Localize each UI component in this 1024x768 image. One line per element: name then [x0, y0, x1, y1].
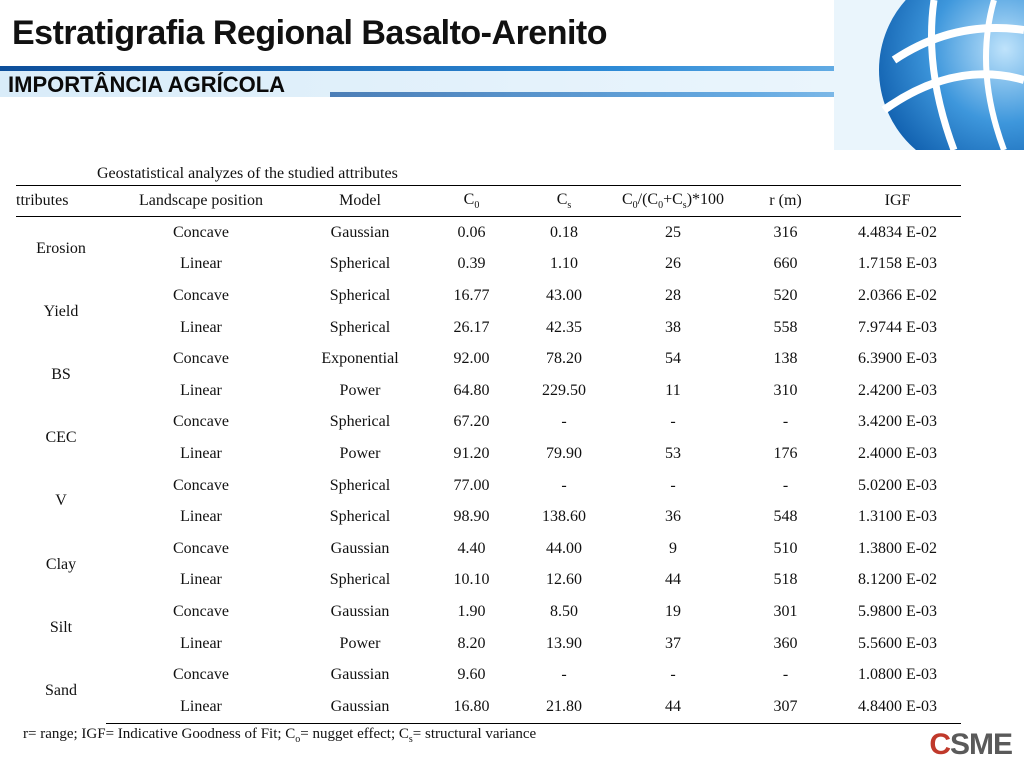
ratio-cell: 37 — [665, 634, 681, 652]
table-row — [16, 438, 961, 470]
igf-cell: 5.0200 E-03 — [857, 476, 938, 494]
range-cell: 316 — [773, 223, 798, 241]
landscape-cell: Linear — [180, 255, 222, 273]
igf-cell: 4.4834 E-02 — [857, 223, 938, 241]
c0-cell: 1.90 — [457, 602, 486, 620]
table-row — [16, 501, 961, 533]
landscape-cell: Linear — [106, 691, 296, 723]
igf-cell: 1.0800 E-03 — [857, 666, 938, 684]
range-cell: 520 — [773, 286, 798, 304]
ratio-cell: 44 — [609, 691, 737, 723]
model-cell: Spherical — [329, 318, 391, 336]
cs-cell: 229.50 — [542, 381, 586, 399]
header-model: Model — [296, 186, 424, 217]
attribute-cell: Sand — [45, 682, 77, 700]
c0-cell: 0.39 — [457, 255, 486, 273]
model-cell: Spherical — [329, 571, 391, 589]
model-cell: Spherical — [329, 413, 391, 431]
range-cell: 510 — [773, 539, 798, 557]
range-cell: 558 — [773, 318, 798, 336]
igf-cell: 6.3900 E-03 — [857, 350, 938, 368]
cs-cell: - — [561, 666, 567, 684]
c0-cell: 0.06 — [457, 223, 486, 241]
header-ratio: $C_0/(C_0+C_s)*100$ — [609, 186, 737, 217]
header-range: r (m) — [737, 186, 834, 217]
globe-graphic — [834, 0, 1024, 150]
attribute-cell: Yield — [43, 302, 79, 320]
landscape-cell: Concave — [173, 539, 229, 557]
geostatistics-table — [16, 185, 961, 724]
table-row — [16, 280, 961, 312]
model-cell: Power — [339, 444, 381, 462]
landscape-cell: Linear — [180, 444, 222, 462]
ratio-cell: 26 — [665, 255, 681, 273]
c0-cell: 98.90 — [453, 508, 490, 526]
range-cell: 176 — [773, 444, 798, 462]
slide-title: Estratigrafia Regional Basalto-Arenito — [12, 14, 608, 52]
c0-cell: 64.80 — [453, 381, 490, 399]
igf-cell: 7.9744 E-03 — [857, 318, 938, 336]
landscape-cell: Linear — [180, 508, 222, 526]
landscape-cell: Concave — [173, 223, 229, 241]
cs-cell: - — [561, 413, 567, 431]
table-row — [16, 659, 961, 691]
ratio-cell: 9 — [669, 539, 677, 557]
landscape-cell: Linear — [180, 634, 222, 652]
header-c0: $C_0$ — [424, 186, 519, 217]
igf-cell: 8.1200 E-02 — [857, 571, 938, 589]
ratio-cell: 19 — [665, 602, 681, 620]
landscape-cell: Concave — [173, 286, 229, 304]
header-cs: $C_s$ — [519, 186, 609, 217]
table-caption: Geostatistical analyzes of the studied attributes — [97, 165, 398, 182]
c0-cell: 77.00 — [453, 476, 490, 494]
cs-cell: - — [561, 476, 567, 494]
model-cell: Gaussian — [330, 223, 390, 241]
ratio-cell: - — [670, 413, 676, 431]
c0-cell: 4.40 — [457, 539, 486, 557]
c0-cell: 16.77 — [453, 286, 490, 304]
model-cell: Spherical — [329, 255, 391, 273]
range-cell: - — [782, 666, 789, 684]
landscape-cell: Concave — [173, 602, 229, 620]
ratio-cell: - — [670, 476, 676, 494]
table-row — [16, 343, 961, 375]
igf-cell: 1.3100 E-03 — [857, 508, 938, 526]
c0-cell: 26.17 — [453, 318, 490, 336]
table-row — [16, 375, 961, 407]
range-cell: 307 — [737, 691, 834, 723]
ratio-cell: 54 — [665, 350, 681, 368]
igf-cell: 4.8400 E-03 — [834, 691, 961, 723]
model-cell: Gaussian — [330, 666, 390, 684]
c0-cell: 67.20 — [453, 413, 490, 431]
table-row — [16, 565, 961, 597]
landscape-cell: Concave — [173, 413, 229, 431]
cs-cell: 79.90 — [546, 444, 582, 462]
landscape-cell: Concave — [173, 476, 229, 494]
cs-cell: 43.00 — [546, 286, 582, 304]
ratio-cell: 36 — [665, 508, 681, 526]
igf-cell: 2.4200 E-03 — [857, 381, 938, 399]
cs-cell: 42.35 — [546, 318, 582, 336]
range-cell: - — [782, 476, 789, 494]
c0-cell: 10.10 — [453, 571, 490, 589]
cs-cell: 0.18 — [550, 223, 578, 241]
ratio-cell: 28 — [665, 286, 681, 304]
model-cell: Gaussian — [296, 691, 424, 723]
range-cell: 360 — [773, 634, 798, 652]
igf-cell: 5.9800 E-03 — [857, 602, 938, 620]
landscape-cell: Concave — [173, 350, 229, 368]
ratio-cell: 44 — [665, 571, 681, 589]
table-row — [16, 628, 961, 660]
landscape-cell: Concave — [173, 666, 229, 684]
model-cell: Power — [339, 634, 381, 652]
igf-cell: 2.0366 E-02 — [857, 286, 938, 304]
c0-cell: 9.60 — [457, 666, 486, 684]
cs-cell: 12.60 — [546, 571, 582, 589]
c0-cell: 91.20 — [453, 444, 490, 462]
table-row — [16, 596, 961, 628]
range-cell: 301 — [773, 602, 798, 620]
csme-logo: CSME — [929, 728, 1012, 761]
model-cell: Gaussian — [330, 602, 390, 620]
header-igf: IGF — [834, 186, 961, 217]
cs-cell: 44.00 — [546, 539, 582, 557]
table-row — [16, 691, 961, 723]
ratio-cell: 38 — [665, 318, 681, 336]
range-cell: - — [782, 413, 789, 431]
table-footnote: r= range; IGF= Indicative Goodness of Fit; $C_o=$ nugget effect; $C_s=$ structural variance — [23, 726, 537, 745]
range-cell: 548 — [773, 508, 798, 526]
model-cell: Exponential — [321, 350, 399, 368]
igf-cell: 3.4200 E-03 — [857, 413, 938, 431]
c0-cell: 8.20 — [457, 634, 486, 652]
attribute-cell: V — [55, 492, 67, 510]
range-cell: 518 — [773, 571, 798, 589]
table-row — [16, 533, 961, 565]
model-cell: Spherical — [329, 508, 391, 526]
igf-cell: 5.5600 E-03 — [857, 634, 938, 652]
igf-cell: 1.3800 E-02 — [857, 539, 938, 557]
landscape-cell: Linear — [180, 381, 222, 399]
table-row — [16, 470, 961, 502]
table-row — [16, 312, 961, 344]
table-row — [16, 217, 961, 249]
ratio-cell: - — [670, 666, 676, 684]
header-landscape: Landscape position — [106, 186, 296, 217]
model-cell: Spherical — [329, 476, 391, 494]
attribute-cell: BS — [51, 365, 71, 383]
table-header-row — [16, 186, 961, 217]
ratio-cell: 25 — [665, 223, 681, 241]
cs-cell: 138.60 — [542, 508, 586, 526]
igf-cell: 1.7158 E-03 — [857, 255, 938, 273]
model-cell: Gaussian — [330, 539, 390, 557]
cs-cell: 21.80 — [519, 691, 609, 723]
landscape-cell: Linear — [180, 318, 222, 336]
model-cell: Power — [339, 381, 381, 399]
attribute-cell: Silt — [49, 618, 73, 636]
model-cell: Spherical — [329, 286, 391, 304]
table-row — [16, 407, 961, 439]
c0-cell: 16.80 — [424, 691, 519, 723]
attribute-cell: Erosion — [36, 239, 86, 257]
cs-cell: 8.50 — [550, 602, 578, 620]
range-cell: 310 — [773, 381, 798, 399]
ratio-cell: 11 — [665, 381, 681, 399]
landscape-cell: Linear — [180, 571, 222, 589]
igf-cell: 2.4000 E-03 — [857, 444, 938, 462]
cs-cell: 1.10 — [550, 255, 578, 273]
cs-cell: 78.20 — [546, 350, 582, 368]
attribute-cell: CEC — [45, 429, 77, 447]
ratio-cell: 53 — [665, 444, 681, 462]
header-attributes: ttributes — [16, 186, 106, 217]
attribute-cell: Clay — [45, 555, 77, 573]
cs-cell: 13.90 — [546, 634, 582, 652]
c0-cell: 92.00 — [453, 350, 490, 368]
range-cell: 660 — [773, 255, 798, 273]
range-cell: 138 — [773, 350, 798, 368]
slide-subtitle: IMPORTÂNCIA AGRÍCOLA — [8, 72, 286, 97]
table-row — [16, 249, 961, 281]
